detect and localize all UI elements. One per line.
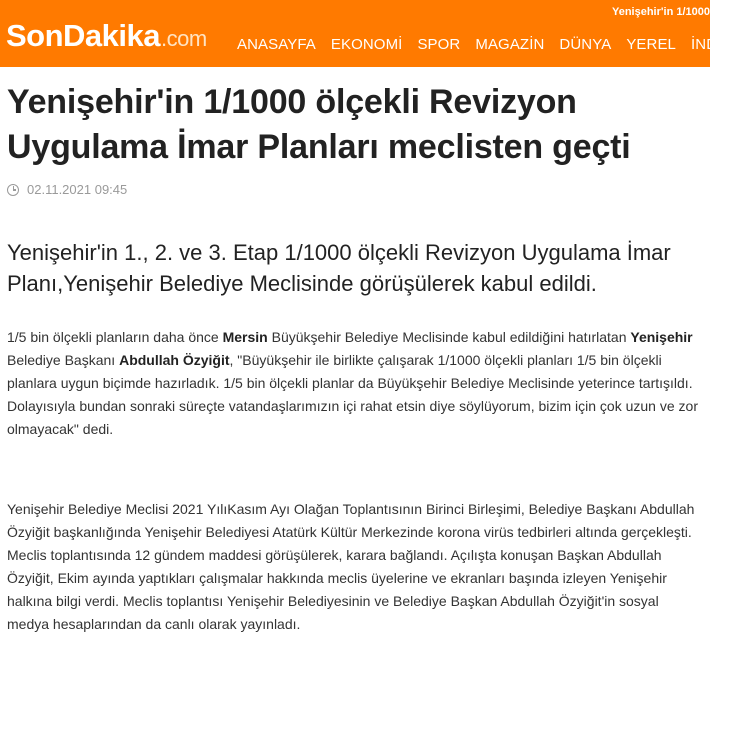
- nav-item-spor[interactable]: SPOR: [417, 36, 461, 53]
- nav-item-yerel[interactable]: YEREL: [626, 36, 677, 53]
- article-body: [7, 326, 703, 636]
- nav-item-magazin[interactable]: MAGAZİN: [475, 36, 545, 53]
- bold-yenisehir: Yenişehir: [630, 329, 693, 345]
- date-text: 02.11.2021 09:45: [27, 182, 128, 197]
- nav-item-dunya[interactable]: DÜNYA: [559, 36, 612, 53]
- nav-item-indir[interactable]: İNDİ: [691, 36, 722, 53]
- bold-abdullah-ozyigit: Abdullah Özyiğit: [119, 352, 230, 368]
- clock-icon: [7, 184, 19, 196]
- logo-main: SonDakika: [6, 18, 161, 53]
- site-logo[interactable]: [6, 20, 207, 51]
- article-lead: Yenişehir'in 1., 2. ve 3. Etap 1/1000 ölçekli Revizyon Uygulama İmar Planı,Yenişehir Belediye Meclisinde görüşülerek kabul edildi.: [7, 240, 671, 296]
- text-span: 1/5 bin ölçekli planların daha önce: [7, 329, 223, 345]
- bold-mersin: Mersin: [222, 329, 268, 345]
- nav-item-ekonomi[interactable]: EKONOMİ: [330, 36, 403, 53]
- article: [0, 80, 710, 636]
- paragraph-1: [7, 326, 703, 441]
- text-span: Büyükşehir Belediye Meclisinde kabul edildiğini hatırlatan: [267, 329, 631, 345]
- paragraph-2: Yenişehir Belediye Meclisi 2021 YılıKasım Ayı Olağan Toplantısının Birinci Birleşimi, Belediye Başkanı Abdullah Özyiğit başkanlığında Yenişehir Belediyesi Atatürk Kültür Merkezinde korona virüs tedbirleri altında gerçekleşti. Meclis toplantısında 12 gündem maddesi görüşülerek, karara bağlandı. Açılışta konuşan Başkan Abdullah Özyiğit, Ekim ayında yaptıkları çalışmalar hakkında meclis üyelerine ve ekranları başında izleyen Yenişehir halkına bilgi verdi. Meclis toplantısı Yenişehir Belediyesinin ve Belediye Başkan Abdullah Özyiğit'in sosyal medya hesaplarından da canlı olarak yayınladı.: [7, 501, 695, 632]
- text-span: , "Büyükşehir ile birlikte çalışarak 1/1000 ölçekli planları 1/5 bin ölçekli planlara uygun biçimde hazırladık. 1/5 bin ölçekli planlar da Büyükşehir Belediye Meclisinde yeterince tartışıldı. Dolayısıyla bundan sonraki süreçte vatandaşlarımızın içi rahat etsin diye söylüyorum, bizim için çok uzun ve zor olmayacak" dedi.: [7, 352, 698, 437]
- text-span: Belediye Başkanı: [7, 352, 120, 368]
- main-nav: [237, 36, 736, 53]
- article-date: [7, 182, 703, 197]
- site-header: [0, 0, 722, 67]
- article-title: Yenişehir'in 1/1000 ölçekli Revizyon Uygulama İmar Planları meclisten geçti: [7, 83, 631, 166]
- logo-domain: .com: [161, 26, 207, 51]
- nav-item-anasayfa[interactable]: ANASAYFA: [237, 36, 316, 53]
- news-ticker[interactable]: Yenişehir'in 1/1000: [611, 6, 710, 18]
